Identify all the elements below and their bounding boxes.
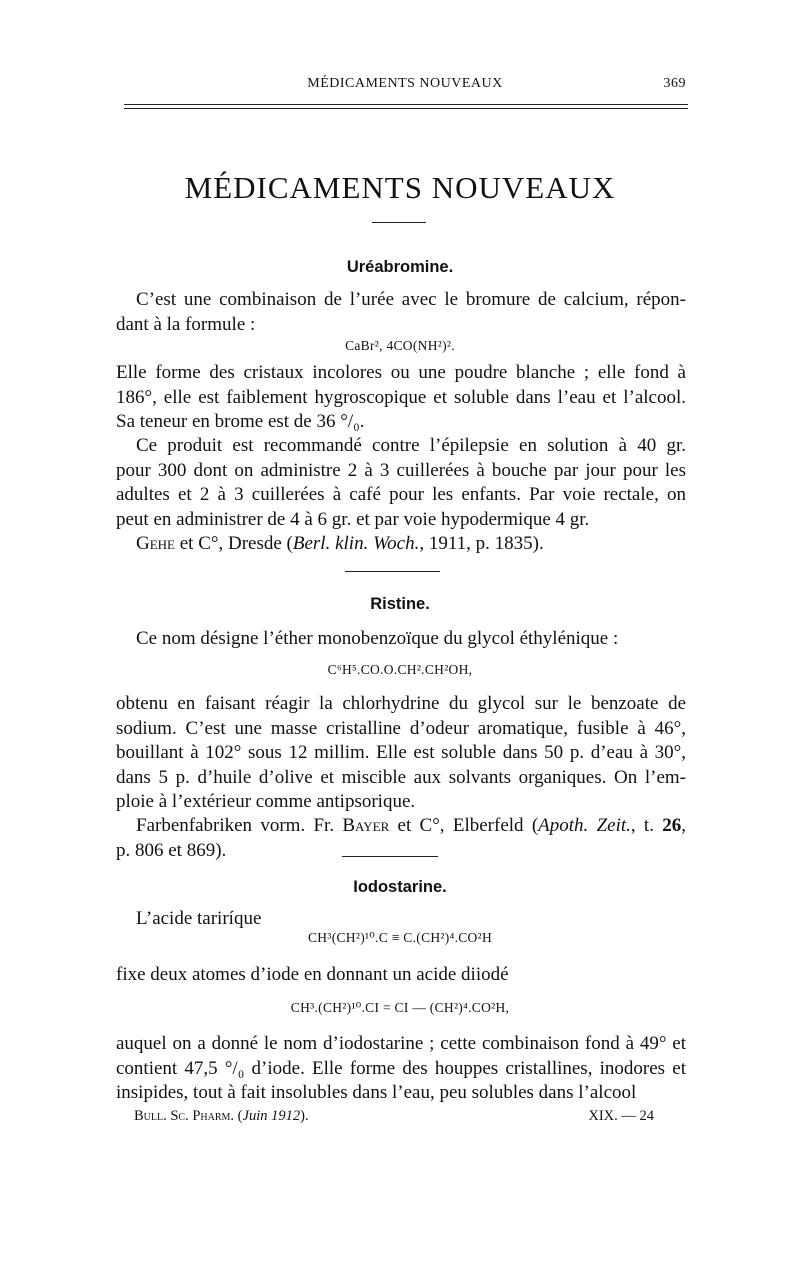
footer-journal: Bull. Sc. Pharm. <box>134 1108 235 1124</box>
running-head-title: MÉDICAMENTS NOUVEAUX <box>307 76 503 91</box>
text-line: auquel on a donné le nom d’iodostarine ; cette combinaison fond à 49° et <box>116 1033 686 1054</box>
paragraph-ristine-properties <box>116 692 686 815</box>
text-line: Elle forme des cristaux incolores ou une poudre blanche ; elle fond à <box>116 362 686 383</box>
section-divider <box>342 856 438 857</box>
reference-maker: Bayer <box>342 815 390 836</box>
text-line: dant à la formule : <box>116 313 256 335</box>
text-line: peut en administrer de 4 à 6 gr. et par voie hypodermique 4 gr. <box>116 508 590 530</box>
header-rule-thick <box>124 104 688 105</box>
paragraph-ureabromine-intro <box>116 288 686 337</box>
text-line: Ce produit est recommandé contre l’épilepsie en solution à 40 gr. <box>136 435 686 456</box>
text-line: sodium. C’est une masse cristalline d’odeur aromatique, fusible à 46°, <box>116 717 686 739</box>
reference-text: , 1911, p. 1835). <box>419 533 544 554</box>
reference-text: et C°, Elberfeld ( <box>389 815 539 836</box>
reference-text: , t. <box>630 815 663 836</box>
paragraph-iodostarine-intro: L’acide tariríque <box>136 908 262 929</box>
paragraph-iodostarine-properties <box>116 1032 686 1106</box>
reference-volume: 26 <box>662 815 682 836</box>
text-line: Sa teneur en brome est de 36 °/₀. <box>116 411 365 432</box>
formula-ristine: C⁶H⁵.CO.O.CH².CH²OH, <box>327 662 473 677</box>
paragraph-ureabromine-usage <box>116 434 686 532</box>
reference-text: Farbenfabriken vorm. Fr. <box>136 815 343 836</box>
footer-citation: Bull. Sc. Pharm. (Juin 1912). <box>134 1108 309 1124</box>
text-line: 186°, elle est faiblement hygroscopique et soluble dans l’eau et l’alcool. <box>116 386 686 408</box>
text-line: bouillant à 102° sous 12 millim. Elle est soluble dans 50 p. d’eau à 30°, <box>116 742 686 763</box>
formula-ureabromine: CaBr², 4CO(NH²)². <box>345 338 455 353</box>
section-heading-iodostarine: Iodostarine. <box>353 878 447 896</box>
page-number: 369 <box>663 76 686 91</box>
reference-ureabromine <box>116 532 686 557</box>
text-line: adultes et 2 à 3 cuillerées à café pour les enfants. Par voie rectale, on <box>116 484 686 505</box>
page-title: MÉDICAMENTS NOUVEAUX <box>184 170 616 205</box>
text-line: contient 47,5 °/₀ d’iode. Elle forme des houppes cristallines, inodores et <box>116 1057 686 1079</box>
reference-text: et C°, Dresde ( <box>175 533 293 554</box>
reference-journal: Berl. klin. Woch. <box>292 533 420 554</box>
reference-maker: Gehe <box>136 533 175 554</box>
paragraph-ristine-intro: Ce nom désigne l’éther monobenzoïque du glycol éthylénique : <box>136 628 619 649</box>
footer-date: Juin 1912 <box>242 1108 301 1124</box>
footer-signature: XIX. — 24 <box>588 1108 654 1124</box>
header-rule-thin <box>124 108 688 109</box>
reference-journal: Apoth. Zeit. <box>538 815 631 836</box>
text-line: obtenu en faisant réagir la chlorhydrine du glycol sur le benzoate de <box>116 693 686 714</box>
text-line: C’est une combinaison de l’urée avec le bromure de calcium, répon- <box>136 289 686 310</box>
reference-text: , <box>681 815 686 836</box>
section-heading-ureabromine: Uréabromine. <box>346 258 454 276</box>
text-line: ploie à l’extérieur comme antipsorique. <box>116 791 416 812</box>
paragraph-ureabromine-properties <box>116 361 686 435</box>
section-heading-ristine: Ristine. <box>370 595 430 613</box>
text-line <box>116 814 686 839</box>
formula-tariric-acid: CH³(CH²)¹⁰.C ≡ C.(CH²)⁴.CO²H <box>308 930 492 945</box>
section-divider <box>345 571 440 572</box>
text-line: insipides, tout à fait insolubles dans l’eau, peu solubles dans l’alcool <box>116 1082 637 1103</box>
text-line: dans 5 p. d’huile d’olive et miscible aux solvants organiques. On l’em- <box>116 766 686 788</box>
formula-iodostarine: CH³.(CH²)¹⁰.CI = CI — (CH²)⁴.CO²H, <box>290 1000 510 1015</box>
title-divider <box>372 222 426 223</box>
paragraph-iodostarine-iodination: fixe deux atomes d’iode en donnant un acide diiodé <box>116 964 509 985</box>
text-line: pour 300 dont on administre 2 à 3 cuillerées à bouche par jour pour les <box>116 459 686 481</box>
text-line: p. 806 et 869). <box>116 839 227 861</box>
